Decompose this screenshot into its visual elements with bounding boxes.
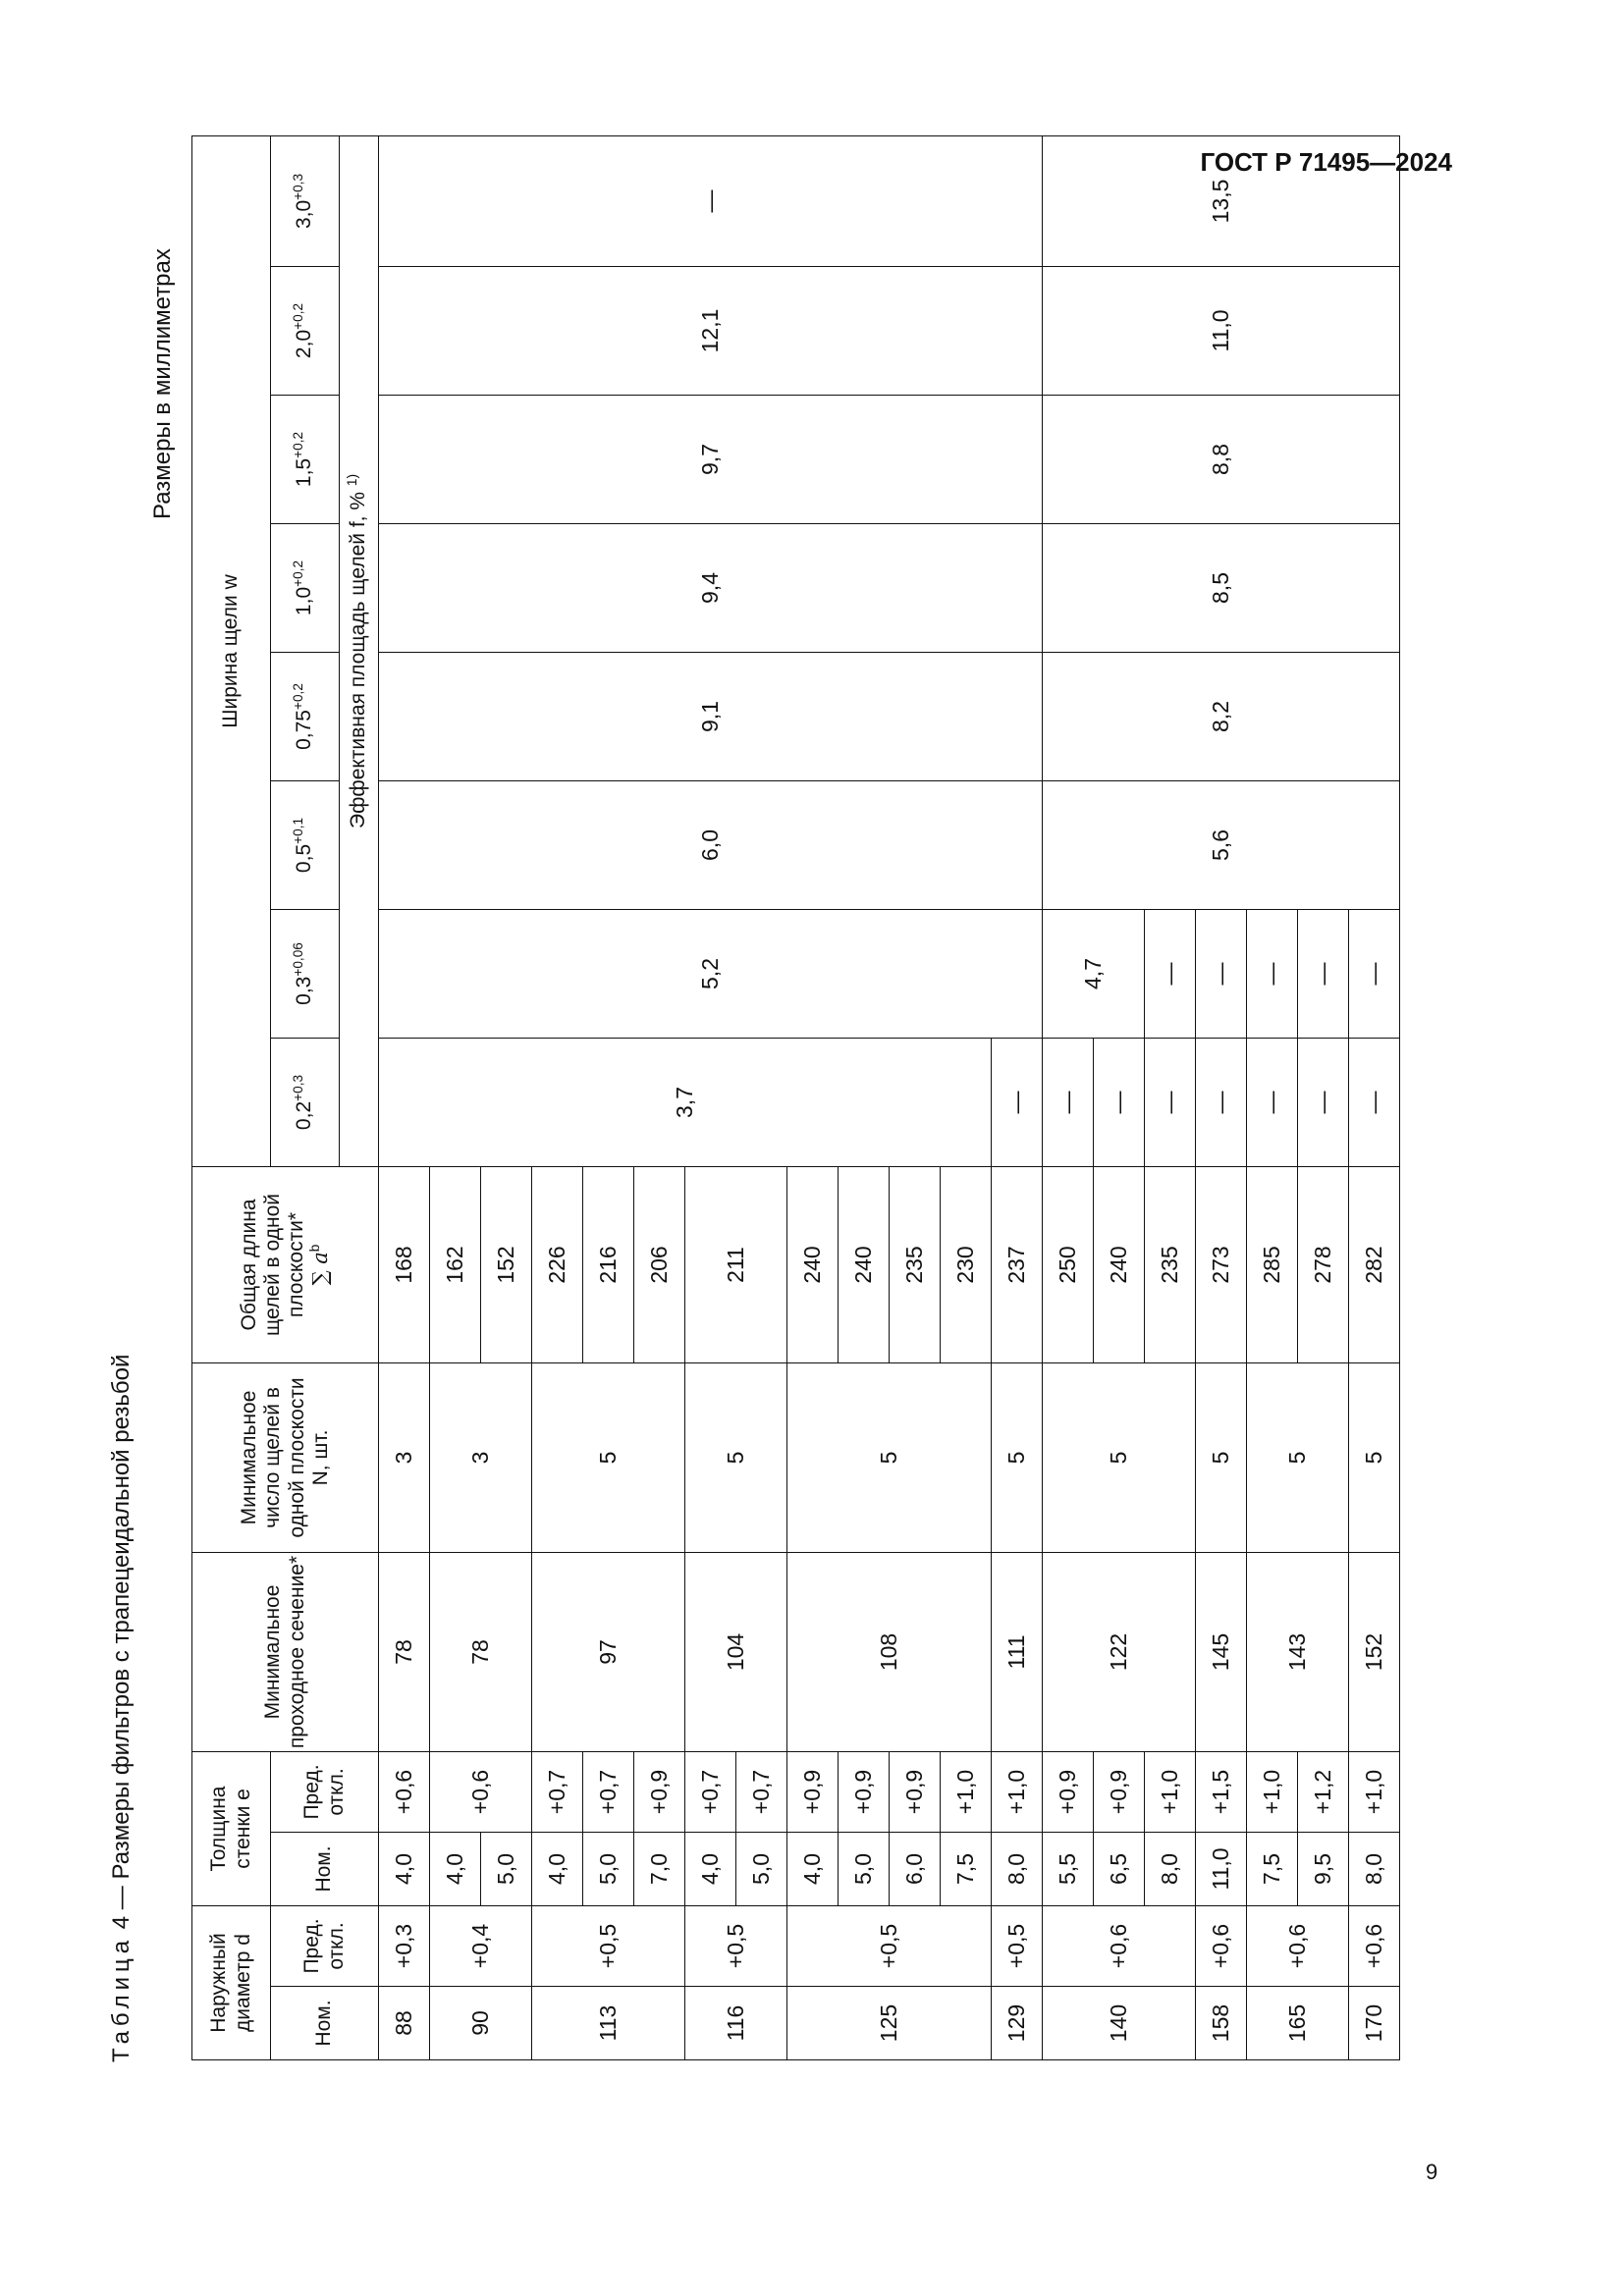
cell-n: 5: [787, 1362, 992, 1552]
area-w30-g2: 13,5: [1043, 135, 1400, 266]
cell-n: 5: [532, 1362, 685, 1552]
width-2-0: $2,0^{+0,2}$: [271, 266, 340, 395]
cell-len: 278: [1298, 1166, 1349, 1362]
cell-d: 113: [532, 1987, 685, 2060]
cell-n: 5: [1247, 1362, 1349, 1552]
area-w15-g1: 9,7: [379, 395, 1043, 523]
area-dash: —: [1298, 1038, 1349, 1166]
cell-e-tol: +0,7: [583, 1751, 634, 1832]
header-d-tol: Пред. откл.: [271, 1905, 379, 1986]
cell-d-tol: +0,5: [532, 1905, 685, 1986]
cell-section: 97: [532, 1552, 685, 1751]
cell-e: 6,0: [890, 1832, 941, 1905]
cell-e: 4,0: [787, 1832, 839, 1905]
cell-e: 7,5: [1247, 1832, 1298, 1905]
cell-len: 226: [532, 1166, 583, 1362]
caption-number: 4: [108, 1915, 135, 1930]
area-dash: —: [1349, 1038, 1400, 1166]
cell-section: 152: [1349, 1552, 1400, 1751]
cell-e-tol: +0,7: [685, 1751, 736, 1832]
cell-len: 240: [1094, 1166, 1145, 1362]
cell-e-tol: +0,6: [430, 1751, 532, 1832]
cell-e: 8,0: [1145, 1832, 1196, 1905]
width-1-0: $1,0^{+0,2}$: [271, 523, 340, 652]
cell-len: 168: [379, 1166, 430, 1362]
cell-e: 8,0: [1349, 1832, 1400, 1905]
cell-d-tol: +0,5: [685, 1905, 787, 1986]
cell-e-tol: +0,7: [532, 1751, 583, 1832]
cell-len: 282: [1349, 1166, 1400, 1362]
cell-e-tol: +1,0: [1145, 1751, 1196, 1832]
cell-d: 116: [685, 1987, 787, 2060]
area-w05-g1: 6,0: [379, 780, 1043, 909]
header-d-nom: Ном.: [271, 1987, 379, 2060]
cell-section: 78: [430, 1552, 532, 1751]
cell-d-tol: +0,3: [379, 1905, 430, 1986]
document-code: ГОСТ Р 71495—2024: [1200, 147, 1452, 177]
area-w075-g2: 8,2: [1043, 652, 1400, 780]
filter-dimensions-table: [191, 136, 1387, 2060]
cell-d-tol: +0,6: [1349, 1905, 1400, 1986]
table-caption: [108, 1355, 135, 2062]
area-dash: —: [1196, 909, 1247, 1038]
cell-d: 140: [1043, 1987, 1196, 2060]
cell-len: 240: [787, 1166, 839, 1362]
cell-e-tol: +0,9: [1043, 1751, 1094, 1832]
header-slot-width: Ширина щели w: [192, 135, 271, 1166]
header-e-nom: Ном.: [271, 1832, 379, 1905]
cell-d: 88: [379, 1987, 430, 2060]
header-outer-diameter: Наружный диаметр d: [192, 1905, 271, 2059]
area-dash: —: [1094, 1038, 1145, 1166]
cell-e-tol: +0,9: [1094, 1751, 1145, 1832]
cell-e: 4,0: [685, 1832, 736, 1905]
cell-len: 162: [430, 1166, 481, 1362]
cell-len: 216: [583, 1166, 634, 1362]
cell-e: 5,0: [583, 1832, 634, 1905]
area-w02-g1: 3,7: [379, 1038, 992, 1166]
area-dash: —: [1349, 909, 1400, 1038]
cell-e: 4,0: [532, 1832, 583, 1905]
total-length-sup: b: [307, 1244, 323, 1253]
cell-len: 273: [1196, 1166, 1247, 1362]
cell-d: 165: [1247, 1987, 1349, 2060]
cell-d-tol: +0,5: [787, 1905, 992, 1986]
cell-d: 129: [992, 1987, 1043, 2060]
cell-e: 4,0: [379, 1832, 430, 1905]
area-w20-g2: 11,0: [1043, 266, 1400, 395]
header-e-tol: Пред. откл.: [271, 1751, 379, 1832]
header-wall-thickness: Толщина стенки e: [192, 1751, 271, 1905]
cell-d-tol: +0,6: [1196, 1905, 1247, 1986]
cell-e: 8,0: [992, 1832, 1043, 1905]
cell-n: 5: [1196, 1362, 1247, 1552]
cell-d: 125: [787, 1987, 992, 2060]
header-effective-area: Эффективная площадь щелей f, % $^{1)}$: [340, 135, 379, 1166]
width-0-3: $0,3^{+0,06}$: [271, 909, 340, 1038]
cell-n: 5: [1043, 1362, 1196, 1552]
cell-d-tol: +0,6: [1043, 1905, 1196, 1986]
cell-e: 4,0: [430, 1832, 481, 1905]
cell-len: 152: [481, 1166, 532, 1362]
cell-len: 285: [1247, 1166, 1298, 1362]
cell-e: 7,5: [941, 1832, 992, 1905]
cell-e-tol: +1,0: [992, 1751, 1043, 1832]
cell-e-tol: +1,0: [1247, 1751, 1298, 1832]
area-w30-g1: —: [379, 135, 1043, 266]
cell-len: 211: [685, 1166, 787, 1362]
area-w03-g1: 5,2: [379, 909, 1043, 1038]
area-dash: —: [1298, 909, 1349, 1038]
area-w10-g1: 9,4: [379, 523, 1043, 652]
cell-n: 5: [992, 1362, 1043, 1552]
cell-section: 104: [685, 1552, 787, 1751]
cell-d-tol: +0,6: [1247, 1905, 1349, 1986]
area-dash: —: [1247, 1038, 1298, 1166]
area-w20-g1: 12,1: [379, 266, 1043, 395]
cell-e: 5,0: [839, 1832, 890, 1905]
cell-e-tol: +1,0: [941, 1751, 992, 1832]
cell-e: 9,5: [1298, 1832, 1349, 1905]
caption-prefix: Таблица: [108, 1935, 135, 2062]
cell-e-tol: +0,9: [890, 1751, 941, 1832]
width-3-0: $3,0^{+0,3}$: [271, 135, 340, 266]
cell-e: 5,0: [736, 1832, 787, 1905]
total-length-label: Общая длина щелей в одной плоскости*: [237, 1193, 307, 1336]
cell-e: 11,0: [1196, 1832, 1247, 1905]
area-dash: —: [992, 1038, 1043, 1166]
cell-section: 111: [992, 1552, 1043, 1751]
units-note: Размеры в миллиметрах: [149, 248, 176, 519]
cell-d-tol: +0,5: [992, 1905, 1043, 1986]
cell-n: 5: [1349, 1362, 1400, 1552]
cell-d: 158: [1196, 1987, 1247, 2060]
width-0-5: $0,5^{+0,1}$: [271, 780, 340, 909]
cell-section: 122: [1043, 1552, 1196, 1751]
header-min-slots: Минимальное число щелей в одной плоскости N, шт.: [192, 1362, 379, 1552]
cell-len: 235: [890, 1166, 941, 1362]
cell-e-tol: +1,0: [1349, 1751, 1400, 1832]
cell-len: 240: [839, 1166, 890, 1362]
cell-e: 5,0: [481, 1832, 532, 1905]
total-length-symbol: ∑ a: [308, 1252, 333, 1286]
area-w15-g2: 8,8: [1043, 395, 1400, 523]
cell-n: 3: [430, 1362, 532, 1552]
page-number: 9: [1426, 2160, 1438, 2184]
cell-e-tol: +0,7: [736, 1751, 787, 1832]
area-dash: —: [1247, 909, 1298, 1038]
cell-e-tol: +0,9: [839, 1751, 890, 1832]
area-w05-g2: 5,6: [1043, 780, 1400, 909]
cell-e-tol: +0,9: [787, 1751, 839, 1832]
width-0-2: $0,2^{+0,3}$: [271, 1038, 340, 1166]
cell-section: 145: [1196, 1552, 1247, 1751]
area-w075-g1: 9,1: [379, 652, 1043, 780]
cell-section: 143: [1247, 1552, 1349, 1751]
cell-n: 5: [685, 1362, 787, 1552]
cell-len: 235: [1145, 1166, 1196, 1362]
area-dash: —: [1145, 1038, 1196, 1166]
area-w10-g2: 8,5: [1043, 523, 1400, 652]
cell-len: 250: [1043, 1166, 1094, 1362]
area-dash: —: [1196, 1038, 1247, 1166]
cell-n: 3: [379, 1362, 430, 1552]
caption-title: — Размеры фильтров с трапецеидальной резьбой: [108, 1354, 135, 1910]
cell-d-tol: +0,4: [430, 1905, 532, 1986]
cell-section: 108: [787, 1552, 992, 1751]
cell-d: 90: [430, 1987, 532, 2060]
header-min-section: Минимальное проходное сечение*: [192, 1552, 379, 1751]
cell-len: 206: [634, 1166, 685, 1362]
cell-section: 78: [379, 1552, 430, 1751]
cell-e-tol: +0,6: [379, 1751, 430, 1832]
cell-len: 230: [941, 1166, 992, 1362]
area-dash: —: [1145, 909, 1196, 1038]
cell-e: 7,0: [634, 1832, 685, 1905]
area-w03-g2: 4,7: [1043, 909, 1145, 1038]
width-1-5: $1,5^{+0,2}$: [271, 395, 340, 523]
cell-d: 170: [1349, 1987, 1400, 2060]
area-dash: —: [1043, 1038, 1094, 1166]
cell-e-tol: +1,2: [1298, 1751, 1349, 1832]
cell-e: 5,5: [1043, 1832, 1094, 1905]
cell-len: 237: [992, 1166, 1043, 1362]
cell-e-tol: +1,5: [1196, 1751, 1247, 1832]
header-total-length: [192, 1166, 379, 1362]
width-0-75: $0,75^{+0,2}$: [271, 652, 340, 780]
cell-e: 6,5: [1094, 1832, 1145, 1905]
cell-e-tol: +0,9: [634, 1751, 685, 1832]
